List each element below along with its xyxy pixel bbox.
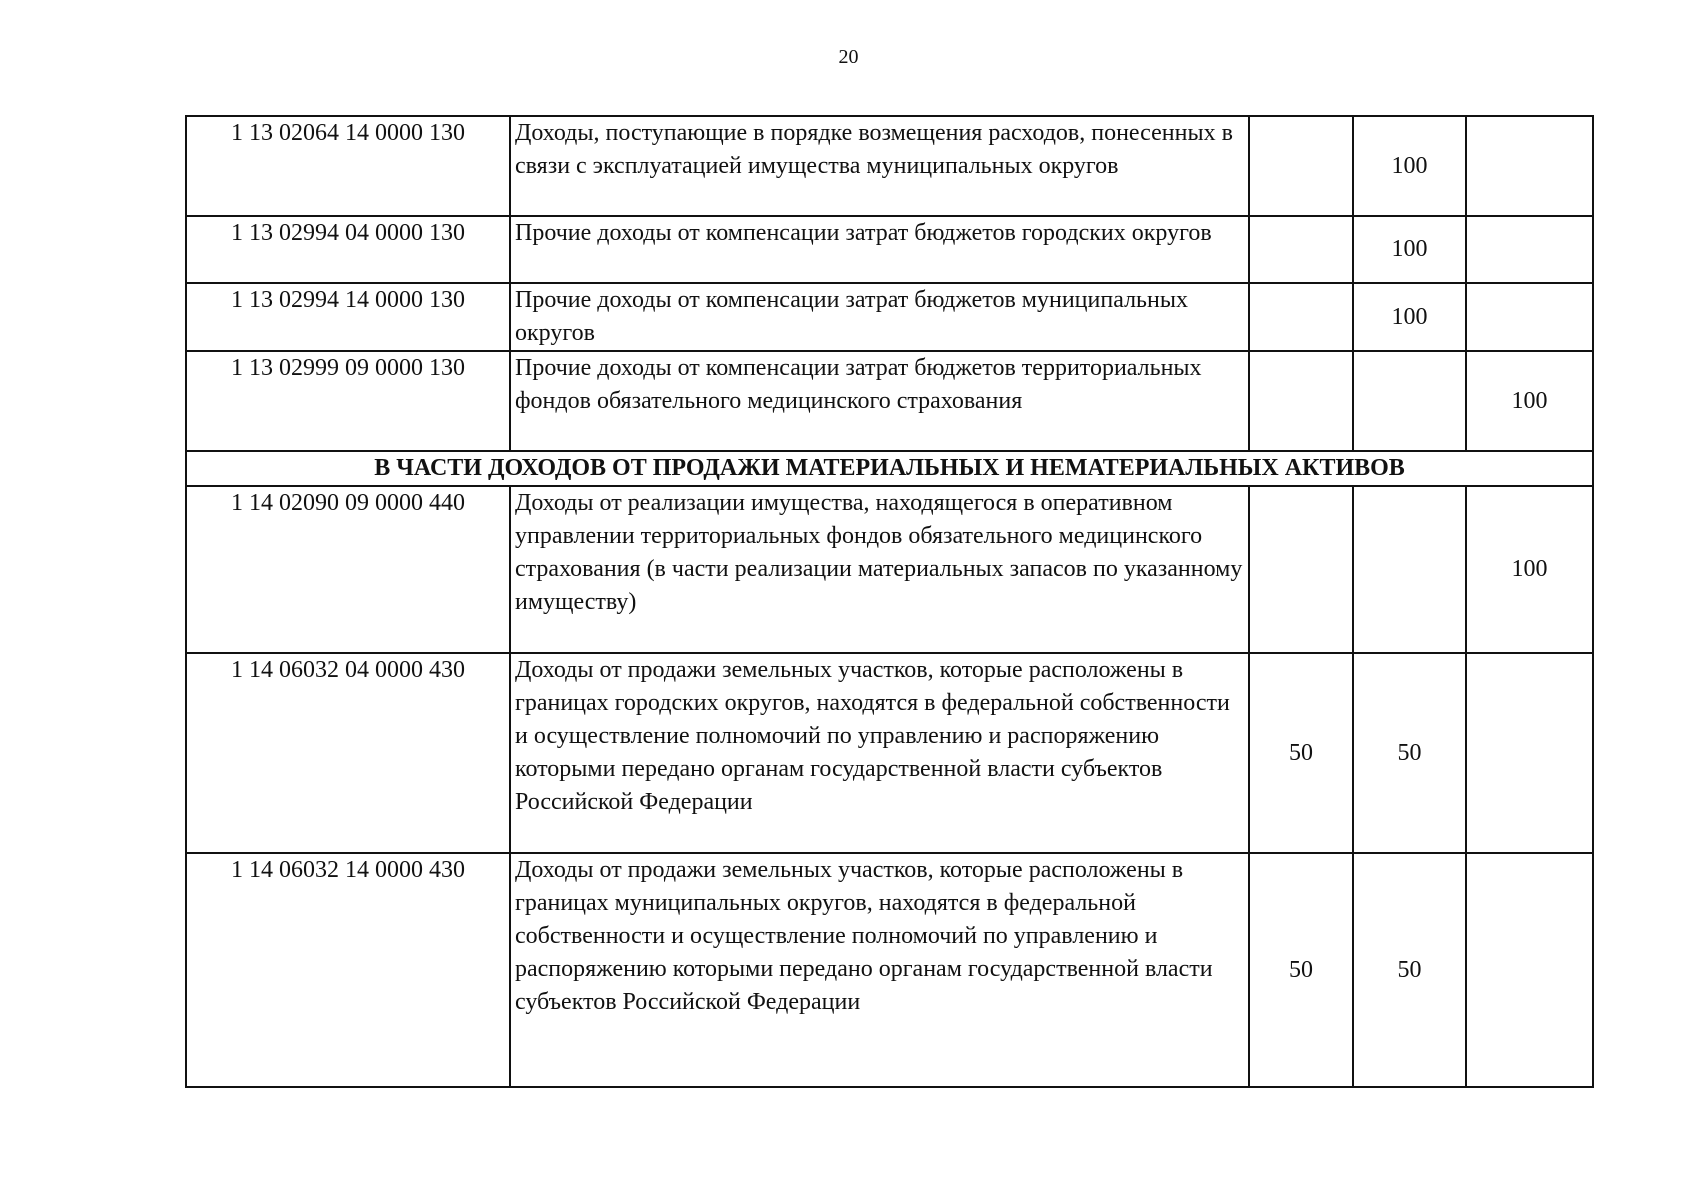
budget-code-cell: 1 13 02994 04 0000 130 (186, 216, 510, 283)
description-cell: Доходы от продажи земельных участков, которые расположены в границах муниципальных округов, находятся в федеральной собственности и осуществление полномочий по управлению и распоряжению которыми передано органам государственной власти субъектов Российской Федерации (510, 853, 1249, 1087)
table-row (186, 283, 1593, 351)
description-cell: Прочие доходы от компенсации затрат бюджетов территориальных фондов обязательного медицинского страхования (510, 351, 1249, 451)
budget-code-cell: 1 13 02064 14 0000 130 (186, 116, 510, 216)
budget-code-cell: 1 14 06032 14 0000 430 (186, 853, 510, 1087)
table-row (186, 653, 1593, 853)
value-cell-col5: 100 (1466, 351, 1593, 451)
description-cell: Прочие доходы от компенсации затрат бюджетов городских округов (510, 216, 1249, 283)
description-cell: Доходы, поступающие в порядке возмещения расходов, понесенных в связи с эксплуатацией имущества муниципальных округов (510, 116, 1249, 216)
table-row (186, 486, 1593, 653)
value-cell-col5 (1466, 116, 1593, 216)
value-cell-col4: 100 (1353, 283, 1466, 351)
description-cell: Доходы от реализации имущества, находящегося в оперативном управлении территориальных фондов обязательного медицинского страхования (в части реализации материальных запасов по указанному имуществу) (510, 486, 1249, 653)
section-heading-row (186, 451, 1593, 486)
budget-code-cell: 1 13 02994 14 0000 130 (186, 283, 510, 351)
budget-code-cell: 1 14 02090 09 0000 440 (186, 486, 510, 653)
value-cell-col5 (1466, 283, 1593, 351)
value-cell-col4: 50 (1353, 653, 1466, 853)
value-cell-col5 (1466, 653, 1593, 853)
value-cell-col5 (1466, 216, 1593, 283)
description-cell: Прочие доходы от компенсации затрат бюджетов муниципальных округов (510, 283, 1249, 351)
value-cell-col3 (1249, 283, 1353, 351)
income-table (185, 115, 1594, 1088)
page-number: 20 (838, 46, 859, 68)
table-row (186, 116, 1593, 216)
value-cell-col3 (1249, 116, 1353, 216)
table-row (186, 853, 1593, 1087)
budget-code-cell: 1 14 06032 04 0000 430 (186, 653, 510, 853)
value-cell-col3 (1249, 351, 1353, 451)
value-cell-col3: 50 (1249, 853, 1353, 1087)
value-cell-col4: 50 (1353, 853, 1466, 1087)
budget-code-cell: 1 13 02999 09 0000 130 (186, 351, 510, 451)
value-cell-col4 (1353, 351, 1466, 451)
value-cell-col3 (1249, 486, 1353, 653)
value-cell-col3 (1249, 216, 1353, 283)
value-cell-col4: 100 (1353, 116, 1466, 216)
table-row (186, 351, 1593, 451)
table-row (186, 216, 1593, 283)
value-cell-col5: 100 (1466, 486, 1593, 653)
value-cell-col5 (1466, 853, 1593, 1087)
section-heading: В ЧАСТИ ДОХОДОВ ОТ ПРОДАЖИ МАТЕРИАЛЬНЫХ И НЕМАТЕРИАЛЬНЫХ АКТИВОВ (186, 451, 1593, 486)
value-cell-col4: 100 (1353, 216, 1466, 283)
value-cell-col4 (1353, 486, 1466, 653)
value-cell-col3: 50 (1249, 653, 1353, 853)
description-cell: Доходы от продажи земельных участков, которые расположены в границах городских округов, находятся в федеральной собственности и осуществление полномочий по управлению и распоряжению которыми передано органам государственной власти субъектов Российской Федерации (510, 653, 1249, 853)
